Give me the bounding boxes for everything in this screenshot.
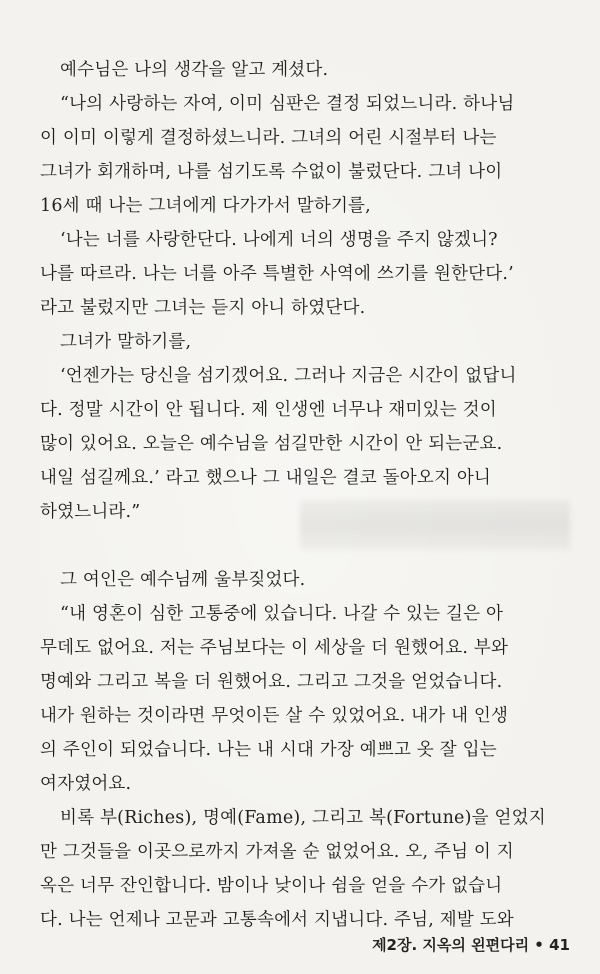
text-line: ‘언젠가는 당신을 섬기겠어요. 그러나 지금은 시간이 없답니: [60, 366, 517, 386]
text-line: 나를 따르라. 나는 너를 아주 특별한 사역에 쓰기를 원한단다.’: [40, 264, 514, 284]
text-line: 하였느니라.”: [40, 502, 141, 522]
text-line: ‘나는 너를 사랑한단다. 나에게 너의 생명을 주지 않겠니?: [60, 230, 498, 250]
paragraph-gap: [40, 529, 568, 563]
paragraph: [40, 801, 568, 937]
text-line: 명예와 그리고 복을 더 원했어요. 그리고 그것을 얻었습니다.: [40, 672, 503, 692]
text-line: 라고 불렀지만 그녀는 듣지 아니 하였단다.: [40, 298, 366, 318]
chapter-title: 제2장. 지옥의 왼편다리: [372, 936, 530, 954]
text-line: “내 영혼이 심한 고통중에 있습니다. 나갈 수 있는 길은 아: [60, 604, 504, 624]
text-line: 무데도 없어요. 저는 주님보다는 이 세상을 더 원했어요. 부와: [40, 638, 509, 658]
text-line: 비록 부(Riches), 명예(Fame), 그리고 복(Fortune)을 얻었지: [60, 808, 546, 828]
text-line: 그녀가 말하기를,: [60, 332, 192, 352]
text-line: 이 이미 이렇게 결정하셨느니라. 그녀의 어린 시절부터 나는: [40, 128, 497, 148]
paragraph: [40, 87, 568, 223]
text-line: 16세 때 나는 그녀에게 다가가서 말하기를,: [40, 196, 371, 216]
page-footer: [372, 934, 570, 955]
text-line: 다. 나는 언제나 고문과 고통속에서 지냅니다. 주님, 제발 도와: [40, 910, 514, 930]
text-line: 옥은 너무 잔인합니다. 밤이나 낮이나 쉼을 얻을 수가 없습니: [40, 876, 503, 896]
text-line: 그 여인은 예수님께 울부짖었다.: [60, 570, 306, 590]
footer-bullet: •: [534, 936, 544, 954]
paragraph: [40, 359, 568, 529]
text-line: “나의 사랑하는 자여, 이미 심판은 결정 되었느니라. 하나님: [60, 94, 515, 114]
text-line: 의 주인이 되었습니다. 나는 내 시대 가장 예쁘고 옷 잘 입는: [40, 740, 497, 760]
page-number: 41: [549, 936, 570, 954]
paragraph: [40, 325, 568, 359]
paragraph: [40, 223, 568, 325]
text-line: 내일 섬길께요.’ 라고 했으나 그 내일은 결코 돌아오지 아니: [40, 468, 492, 488]
text-line: 그녀가 회개하며, 나를 섬기도록 수없이 불렀단다. 그녀 나이: [40, 162, 503, 182]
body-text: [40, 53, 568, 937]
paragraph: [40, 563, 568, 597]
text-line: 많이 있어요. 오늘은 예수님을 섬길만한 시간이 안 되는군요.: [40, 434, 503, 454]
text-line: 다. 정말 시간이 안 됩니다. 제 인생엔 너무나 재미있는 것이: [40, 400, 497, 420]
text-line: 내가 원하는 것이라면 무엇이든 살 수 있었어요. 내가 내 인생: [40, 706, 509, 726]
paragraph: [40, 597, 568, 801]
text-line: 여자였어요.: [40, 774, 132, 794]
text-line: 예수님은 나의 생각을 알고 계셨다.: [60, 60, 329, 80]
paragraph: [40, 53, 568, 87]
text-line: 만 그것들을 이곳으로까지 가져올 순 없었어요. 오, 주님 이 지: [40, 842, 514, 862]
